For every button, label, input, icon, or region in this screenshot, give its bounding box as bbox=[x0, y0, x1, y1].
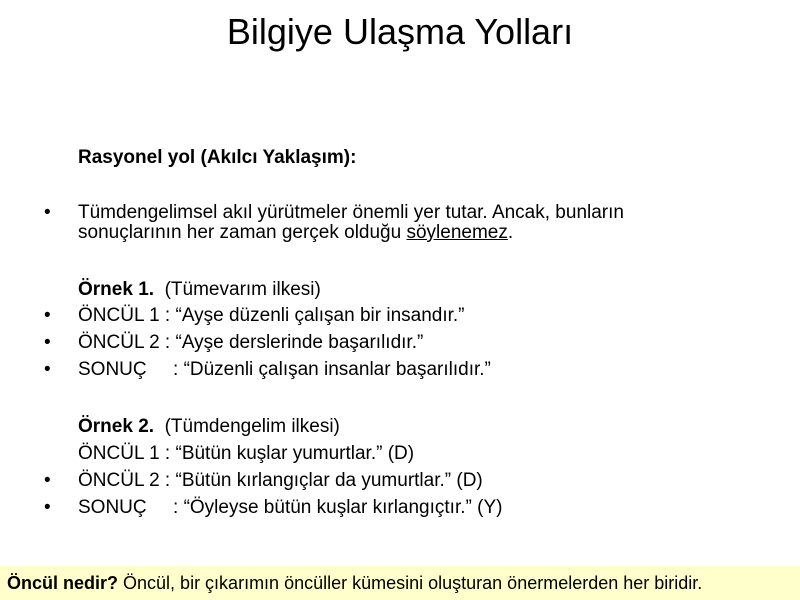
bullet-icon: • bbox=[44, 497, 51, 518]
intro-line-2-start: sonuçlarının her zaman gerçek olduğu bbox=[78, 222, 407, 243]
example-2-note: (Tümdengelim ilkesi) bbox=[164, 416, 340, 437]
example-1-premise-2: ÖNCÜL 2 : “Ayşe derslerinde başarılıdır.” bbox=[78, 332, 424, 353]
example-2-label: Örnek 2. bbox=[78, 416, 155, 437]
footer-question: Öncül nedir? bbox=[7, 573, 119, 593]
example-2-conclusion: SONUÇ : “Öyleyse bütün kuşlar kırlangıçtır.” (Y) bbox=[78, 497, 503, 518]
bullet-icon: • bbox=[44, 359, 51, 380]
footer-definition-bar bbox=[0, 566, 800, 600]
example-1-header bbox=[78, 278, 321, 301]
intro-line-2-end: . bbox=[507, 222, 514, 243]
underlined-word: söylenemez bbox=[406, 222, 508, 243]
footer-answer: Öncül, bir çıkarımın öncüller kümesini oluşturan önermelerden her biridir. bbox=[123, 573, 703, 593]
bullet-icon: • bbox=[44, 202, 51, 223]
bullet-icon: • bbox=[44, 305, 51, 326]
bullet-icon: • bbox=[44, 470, 51, 491]
example-2-header bbox=[78, 415, 340, 438]
example-1-label: Örnek 1. bbox=[78, 279, 155, 300]
bullet-icon: • bbox=[44, 332, 51, 353]
example-2-premise-1: ÖNCÜL 1 : “Bütün kuşlar yumurtlar.” (D) bbox=[78, 443, 415, 464]
example-1-note: (Tümevarım ilkesi) bbox=[164, 279, 321, 300]
example-2-premise-2: ÖNCÜL 2 : “Bütün kırlangıçlar da yumurtlar.” (D) bbox=[78, 470, 483, 491]
intro-line-1: Tümdengelimsel akıl yürütmeler önemli yer tutar. Ancak, bunların bbox=[78, 202, 624, 223]
example-1-conclusion: SONUÇ : “Düzenli çalışan insanlar başarılıdır.” bbox=[78, 359, 491, 380]
slide-title: Bilgiye Ulaşma Yolları bbox=[226, 11, 574, 52]
example-1-premise-1: ÖNCÜL 1 : “Ayşe düzenli çalışan bir insandır.” bbox=[78, 305, 465, 326]
intro-line-2 bbox=[78, 221, 513, 244]
section-heading: Rasyonel yol (Akılcı Yaklaşım): bbox=[78, 147, 357, 168]
